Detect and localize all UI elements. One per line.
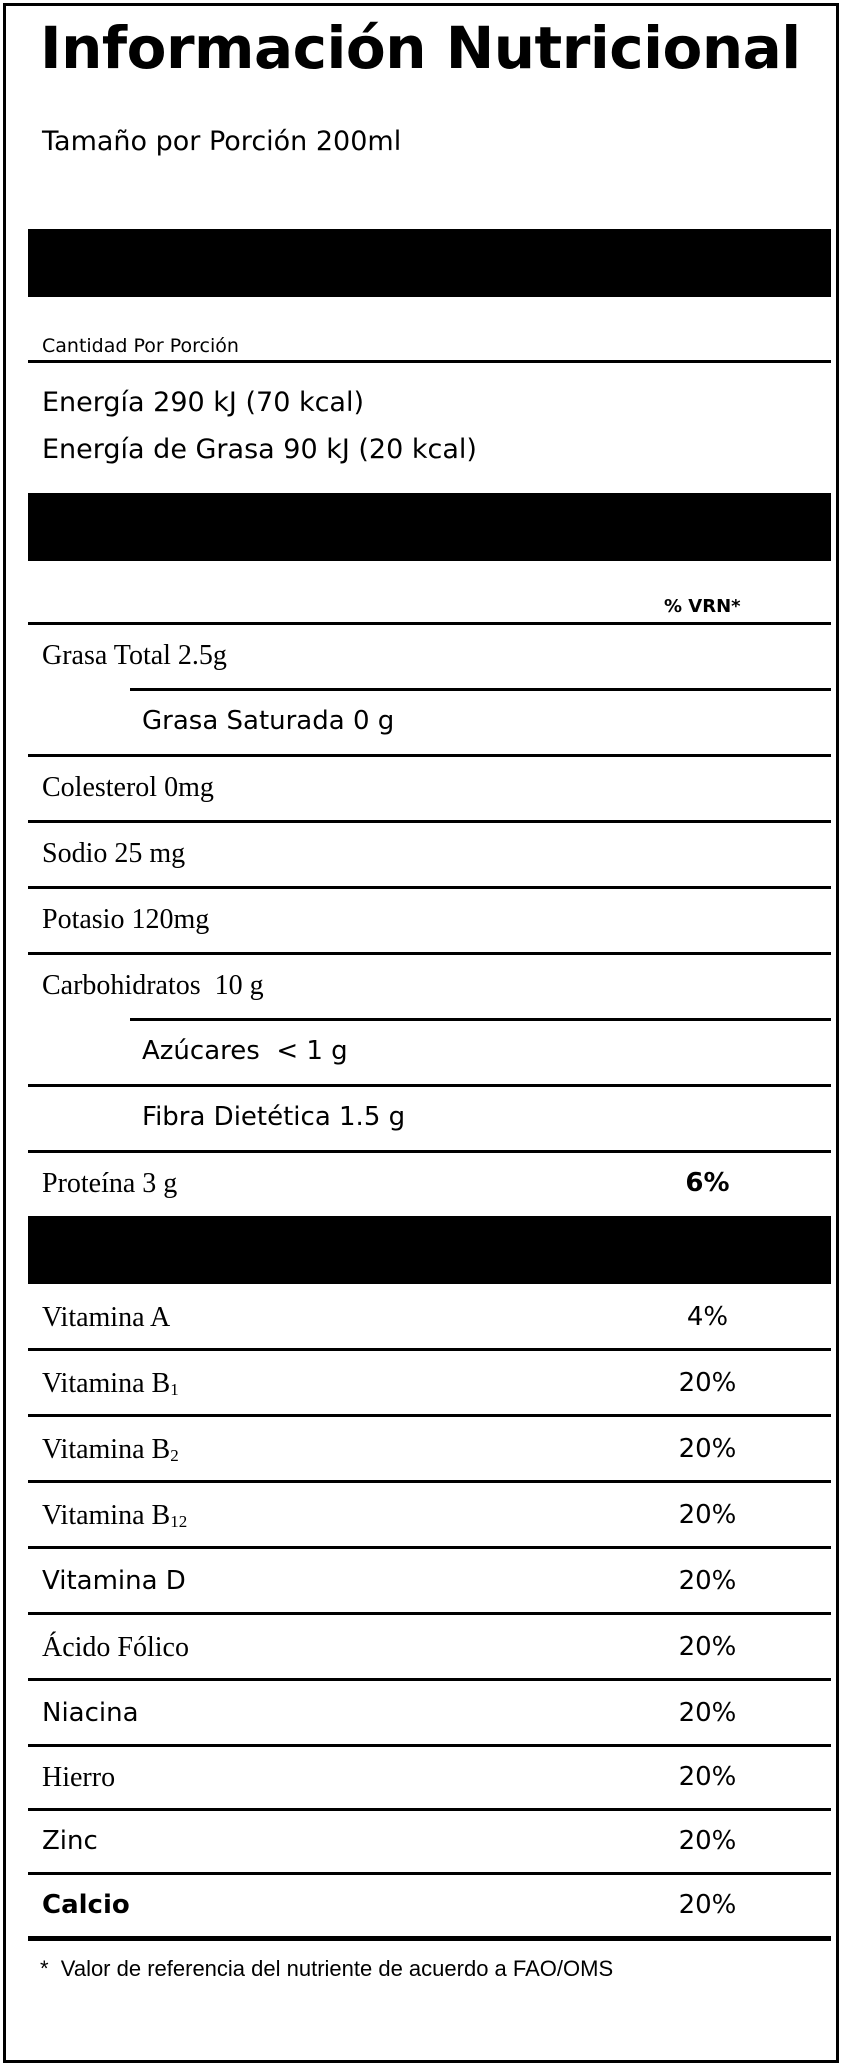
nutrient-total-fat: Grasa Total 2.5g [42,640,227,671]
calcium: Calcio [42,1890,130,1920]
divider [28,1150,831,1153]
divider [28,820,831,823]
nutrient-saturated-fat: Grasa Saturada 0 g [142,706,395,736]
vitamin-b2-vrn: 20% [678,1434,737,1464]
nutrient-potassium: Potasio 120mg [42,904,210,935]
divider [28,1414,831,1417]
divider [28,1546,831,1549]
divider [28,1084,831,1087]
vitamin-b1-subscript: 1 [170,1380,179,1399]
vitamin-b12-name: Vitamina B [42,1500,171,1531]
iron-vrn: 20% [678,1762,737,1792]
amount-per-serving-heading: Cantidad Por Porción [42,335,239,357]
divider [28,952,831,955]
vitamin-d-vrn: 20% [678,1566,737,1596]
vitamin-b1-vrn: 20% [678,1368,737,1398]
divider [28,1348,831,1351]
zinc: Zinc [42,1826,98,1856]
nutrient-protein-vrn: 6% [685,1168,730,1198]
iron: Hierro [42,1762,116,1793]
divider [28,754,831,757]
divider [28,360,831,363]
niacin: Niacina [42,1698,139,1728]
vitamin-b2-subscript: 2 [170,1446,179,1465]
divider [28,622,831,625]
divider [130,688,831,691]
vrn-column-header: % VRN* [664,596,741,617]
footnote: * Valor de referencia del nutriente de acuerdo a FAO/OMS [40,1956,614,1981]
vitamin-b12-vrn: 20% [678,1500,737,1530]
black-bar-2 [28,493,831,561]
energy-value: Energía 290 kJ (70 kcal) [42,387,365,418]
serving-size: Tamaño por Porción 200ml [42,126,402,157]
nutrient-carbohydrates: Carbohidratos 10 g [42,970,264,1001]
nutrient-dietary-fiber: Fibra Dietética 1.5 g [142,1102,406,1132]
nutrient-cholesterol: Colesterol 0mg [42,772,214,803]
vitamin-b12-subscript: 12 [170,1512,188,1531]
divider [28,1936,831,1941]
divider [28,1678,831,1681]
zinc-vrn: 20% [678,1826,737,1856]
vitamin-b12 [42,1500,187,1532]
vitamin-a: Vitamina A [42,1302,171,1333]
divider [28,1744,831,1747]
calcium-vrn: 20% [678,1890,737,1920]
divider [28,1612,831,1615]
energy-from-fat-value: Energía de Grasa 90 kJ (20 kcal) [42,434,477,465]
divider [28,1480,831,1483]
vitamin-b1 [42,1368,179,1400]
label-title: Información Nutricional [40,14,801,82]
divider [130,1018,831,1021]
vitamin-b2-name: Vitamina B [42,1434,171,1465]
niacin-vrn: 20% [678,1698,737,1728]
nutrient-sodium: Sodio 25 mg [42,838,186,869]
vitamin-b1-name: Vitamina B [42,1368,171,1399]
nutrient-sugars: Azúcares < 1 g [142,1036,348,1066]
vitamin-b2 [42,1434,179,1466]
vitamin-d: Vitamina D [42,1566,186,1596]
divider [28,1808,831,1811]
black-bar-3 [28,1216,831,1284]
nutrition-label [3,3,839,2063]
folic-acid: Ácido Fólico [42,1632,189,1663]
black-bar-1 [28,229,831,297]
vitamin-a-vrn: 4% [686,1302,729,1332]
folic-acid-vrn: 20% [678,1632,737,1662]
divider [28,886,831,889]
divider [28,1872,831,1875]
nutrient-protein: Proteína 3 g [42,1168,178,1199]
